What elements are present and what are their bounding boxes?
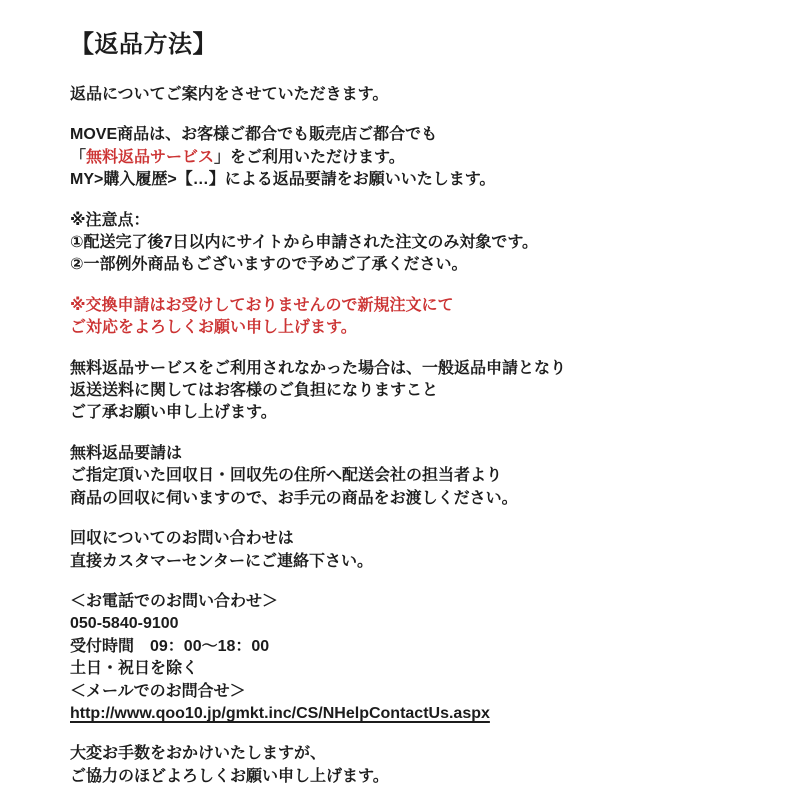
intro-line: 返品についてご案内をさせていただきます。 [70,86,389,103]
pickup-line-3: 商品の回収に伺いますので、お手元の商品をお渡しください。 [70,489,518,507]
exchange-warning-line-1: ※交換申請はお受けしておりませんので新規注文にて [70,296,454,314]
general-return-line-1: 無料返品サービスをご利用されなかった場合は、一般返品申請となり [70,359,567,377]
phone-number: 050-5840-9100 [70,615,179,633]
page-title: 【返品方法】 [70,31,217,58]
exchange-warning-paragraph [70,295,740,340]
move-line-2 [70,147,740,169]
pickup-line-1: 無料返品要請は [70,444,183,462]
note-item-2: ②一部例外商品もございますので予めご了承ください。 [70,256,468,274]
free-return-service-paragraph [70,124,740,191]
intro-paragraph [70,84,740,106]
closing-line-1: 大変お手数をおかけいたしますが、 [70,745,327,763]
phone-contact-heading: ＜お電話でのお問い合わせ＞ [70,592,279,610]
move-line-2-rest: 」をご利用いただけます。 [214,148,405,166]
mail-contact-heading: ＜メールでのお問合せ＞ [70,682,246,700]
closing-line-2: ご協力のほどよろしくお願い申し上げます。 [70,767,389,785]
business-hours: 受付時間 09：00～18：00 [70,637,270,655]
inquiry-paragraph [70,528,740,573]
pickup-line-2: ご指定頂いた回収日・回収先の住所へ配送会社の担当者より [70,467,503,485]
inquiry-line-1: 回収についてのお問い合わせは [70,530,294,548]
general-return-line-2: 返送送料に関してはお客様のご負担になりますこと [70,382,439,400]
inquiry-line-2: 直接カスタマーセンターにご連絡下さい。 [70,552,374,570]
general-return-line-3: ご了承お願い申し上げます。 [70,404,277,422]
notes-paragraph [70,210,740,277]
contact-paragraph [70,591,740,725]
closing-paragraph [70,743,740,788]
move-line-1: MOVE商品は、お客様ご都合でも販売店ご都合でも [70,126,438,144]
bracket-open: 「 [70,148,87,166]
free-return-service-highlight: 無料返品サービス [86,148,215,166]
move-line-3: MY>購入履歴>【…】による返品要請をお願いいたします。 [70,171,496,189]
general-return-paragraph [70,358,740,425]
notes-heading: ※注意点： [70,211,150,229]
pickup-paragraph [70,443,740,510]
contact-url-link[interactable]: http://www.qoo10.jp/gmkt.inc/CS/NHelpContactUs.aspx [70,704,490,722]
closed-days: 土日・祝日を除く [70,660,199,678]
exchange-warning-line-2: ご対応をよろしくお願い申し上げます。 [70,319,357,337]
note-item-1: ①配送完了後7日以内にサイトから申請された注文のみ対象です。 [70,234,539,252]
